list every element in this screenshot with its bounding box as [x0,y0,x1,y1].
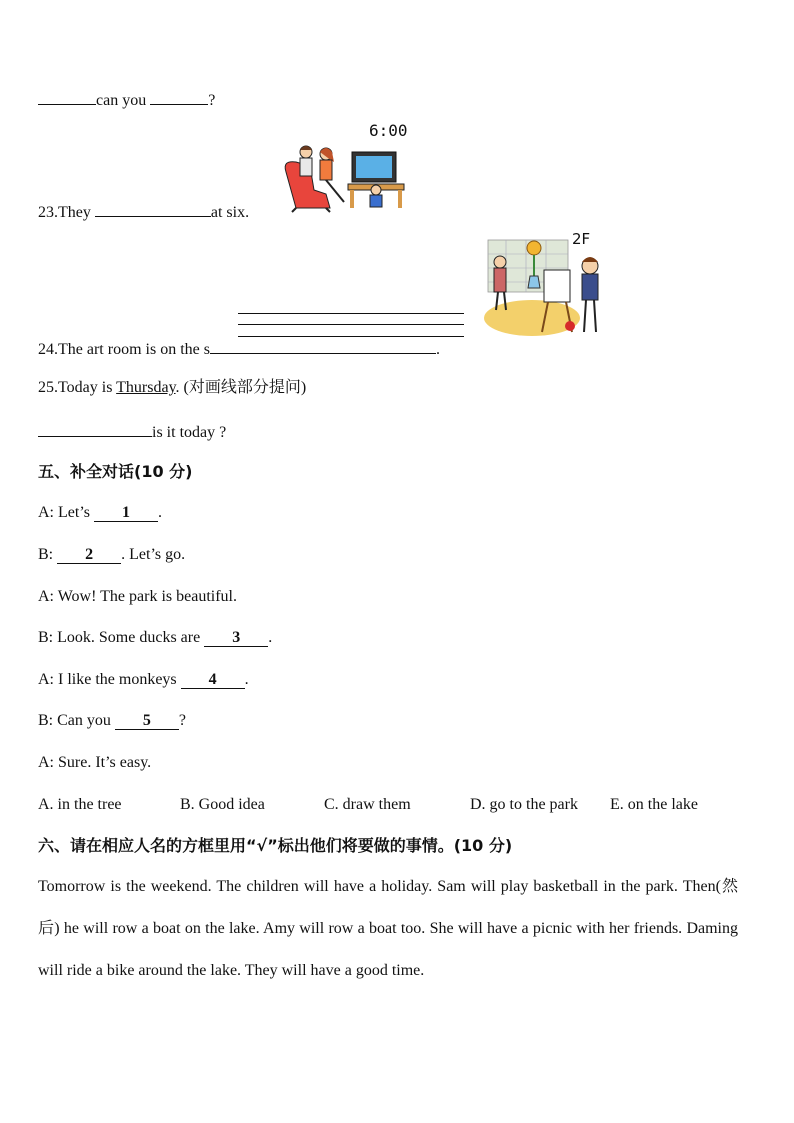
q24-writing-line-1[interactable] [238,313,464,314]
dialogue-line-2: B: 2 . Let’s go. [38,546,186,563]
dialogue-blank-1[interactable]: 1 [94,505,158,522]
q24-end: . [435,341,440,358]
q25-answer-tail: is it today ? [152,424,227,441]
q23-blank[interactable] [95,200,211,217]
q25-after: . (对画线部分提问) [175,379,307,396]
dialogue-blank-4[interactable]: 4 [181,672,245,689]
section-6-heading: 六、请在相应人名的方框里用“√”标出他们将要做的事情。(10 分) [38,836,513,855]
q24-text: The art room is on the s [58,341,210,358]
q22-line [38,88,215,111]
q23-line [38,200,249,223]
dialogue-blank-5[interactable]: 5 [115,713,179,730]
q22-end: ? [208,92,216,109]
q25-answer-line [38,420,226,443]
art-room-illustration [482,236,608,348]
q24-writing-line-2[interactable] [238,324,464,325]
option-b: B. Good idea [180,796,265,813]
reading-paragraph: Tomorrow is the weekend. The children will have a holiday. Sam will play basketball in the park. Then(然后) he will row a boat on the lake. Amy will row a boat too. She will have a picnic with her friends. Daming will ride a bike around the lake. They will have a good time. [38,878,739,979]
q23-after: at six. [210,204,250,221]
option-c: C. draw them [324,796,411,813]
dialogue-line-6: B: Can you 5 ? [38,712,187,729]
clock-time-label: 6:00 [369,121,408,140]
dialogue-blank-2[interactable]: 2 [57,547,121,564]
q25-line [38,378,306,398]
q25-number: 25. [38,379,58,396]
q22-blank-2[interactable] [150,88,208,105]
option-e: E. on the lake [610,796,698,813]
option-d: D. go to the park [470,796,578,813]
dialogue-line-1: A: Let’s 1 . [38,504,162,521]
dialogue-line-4: B: Look. Some ducks are 3 . [38,629,273,646]
q22-blank-1[interactable] [38,88,96,105]
q24-line [38,337,440,360]
q23-before: They [58,204,91,221]
option-a: A. in the tree [38,796,122,813]
q23-number: 23. [38,204,58,221]
dialogue-line-5: A: I like the monkeys 4 . [38,671,249,688]
q24-number: 24. [38,341,58,358]
q25-before: Today is [58,379,113,396]
dialogue-line-7: A: Sure. It’s easy. [38,754,152,771]
q22-text: can you [96,92,147,109]
dialogue-line-3: A: Wow! The park is beautiful. [38,588,237,605]
q24-blank[interactable] [210,337,436,354]
q25-underlined-word: Thursday [116,379,176,396]
q25-answer-blank[interactable] [38,420,152,437]
section-5-heading: 五、补全对话(10 分) [38,462,193,481]
dialogue-blank-3[interactable]: 3 [204,630,268,647]
family-watching-tv-illustration [282,142,410,214]
floor-label: 2F [572,230,591,248]
